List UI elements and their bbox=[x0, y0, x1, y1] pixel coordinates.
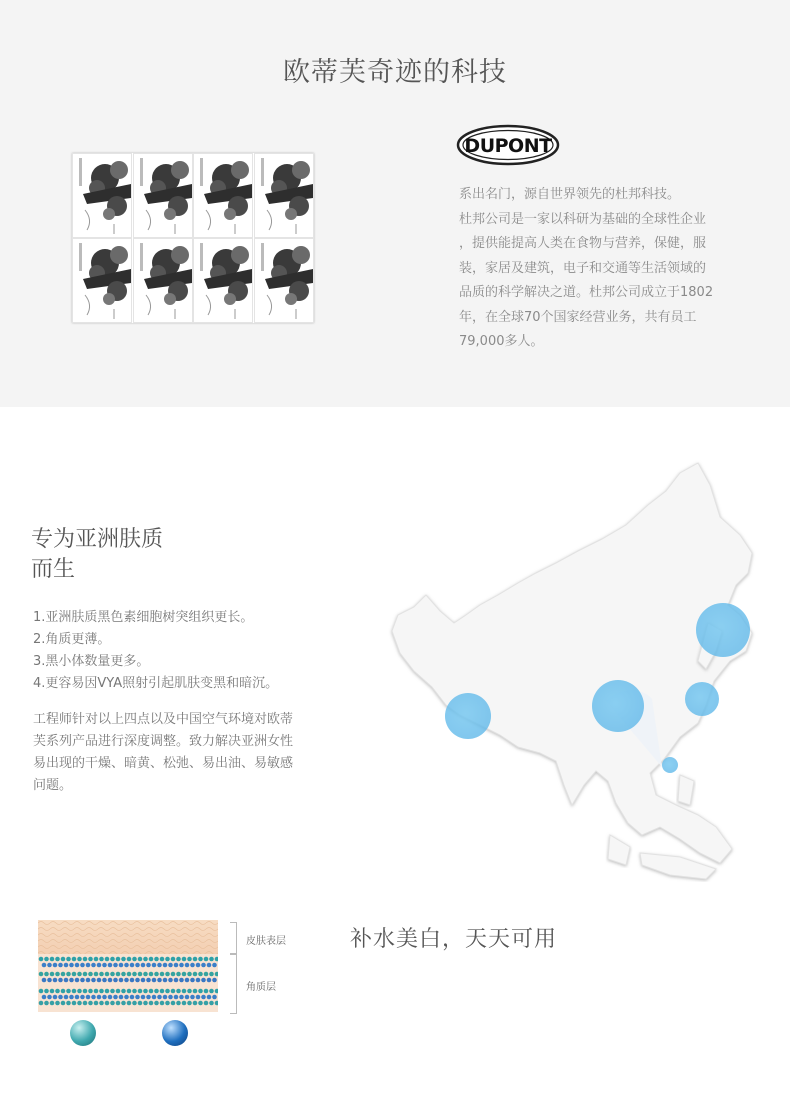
skin-particle bbox=[198, 989, 203, 994]
skin-particle bbox=[124, 963, 129, 968]
skin-particle bbox=[94, 972, 99, 977]
skin-particle bbox=[207, 963, 212, 968]
skin-particle bbox=[138, 957, 143, 962]
skin-particle bbox=[193, 989, 198, 994]
skin-particle bbox=[209, 972, 214, 977]
skin-particle bbox=[102, 995, 107, 1000]
skin-particle bbox=[127, 1001, 132, 1006]
skin-particle bbox=[201, 978, 206, 983]
asia-paragraph: 工程师针对以上四点以及中国空气环境对欧蒂 芙系列产品进行深度调整。致力解决亚洲女性 易出现的干燥、暗黄、松弛、易出油、易敏感 问题。 bbox=[33, 712, 294, 793]
skin-particle bbox=[182, 957, 187, 962]
skin-particle bbox=[212, 963, 217, 968]
skin-particle bbox=[187, 972, 192, 977]
skin-particle bbox=[53, 995, 58, 1000]
skin-particle bbox=[83, 989, 88, 994]
skin-particle bbox=[44, 1001, 49, 1006]
skin-particle bbox=[165, 989, 170, 994]
product-sheet-cell bbox=[193, 238, 253, 323]
skin-particle bbox=[97, 978, 102, 983]
skin-particle bbox=[97, 995, 102, 1000]
skin-particle bbox=[86, 963, 91, 968]
skin-particle bbox=[50, 972, 55, 977]
skin-particle bbox=[124, 995, 129, 1000]
skin-particle bbox=[113, 963, 118, 968]
skin-particle bbox=[143, 972, 148, 977]
skin-layer-diagram bbox=[38, 920, 218, 1012]
bracket-top bbox=[230, 922, 237, 954]
bracket-bottom bbox=[230, 954, 237, 1014]
skin-particle bbox=[77, 989, 82, 994]
skin-particle bbox=[39, 1001, 44, 1006]
skin-particle bbox=[207, 995, 212, 1000]
skin-particle bbox=[130, 978, 135, 983]
skin-particle bbox=[160, 1001, 165, 1006]
skin-particle bbox=[108, 995, 113, 1000]
skin-particle bbox=[77, 972, 82, 977]
skin-particle bbox=[187, 989, 192, 994]
skin-particle bbox=[146, 978, 151, 983]
skin-particle bbox=[91, 978, 96, 983]
skin-particle bbox=[127, 957, 132, 962]
skin-particle bbox=[196, 995, 201, 1000]
skin-particle bbox=[127, 989, 132, 994]
skin-particle bbox=[116, 957, 121, 962]
skin-particle bbox=[165, 972, 170, 977]
skin-particle bbox=[102, 978, 107, 983]
skin-particle bbox=[171, 972, 176, 977]
skin-particle bbox=[143, 989, 148, 994]
skin-particle bbox=[201, 995, 206, 1000]
skin-particle bbox=[187, 957, 192, 962]
skin-particle bbox=[141, 963, 146, 968]
skin-particle bbox=[72, 1001, 77, 1006]
skin-particle bbox=[138, 972, 143, 977]
skin-particle bbox=[201, 963, 206, 968]
skin-particle bbox=[143, 1001, 148, 1006]
skin-particle bbox=[154, 989, 159, 994]
skin-particle bbox=[130, 963, 135, 968]
blue-molecule-icon bbox=[162, 1020, 188, 1046]
skin-particle bbox=[58, 978, 63, 983]
skin-particle bbox=[179, 978, 184, 983]
skin-particle bbox=[58, 995, 63, 1000]
skin-particle bbox=[88, 1001, 93, 1006]
skin-particle bbox=[196, 978, 201, 983]
skin-particle bbox=[209, 1001, 214, 1006]
skin-particle bbox=[116, 972, 121, 977]
skin-particle bbox=[75, 995, 80, 1000]
region-bubble-europe bbox=[445, 693, 491, 739]
skin-particle bbox=[110, 972, 115, 977]
skin-particle bbox=[121, 972, 126, 977]
list-item: 1.亚洲肤质黑色素细胞树突组织更长。 bbox=[33, 610, 254, 625]
skin-particle bbox=[171, 989, 176, 994]
skin-particle bbox=[121, 957, 126, 962]
dupont-logo bbox=[456, 124, 560, 166]
skin-particle bbox=[160, 989, 165, 994]
skin-particle bbox=[119, 995, 124, 1000]
skin-particle bbox=[44, 972, 49, 977]
skin-particle bbox=[171, 1001, 176, 1006]
skin-particle bbox=[190, 963, 195, 968]
skin-particle bbox=[113, 978, 118, 983]
skin-particle bbox=[50, 1001, 55, 1006]
skin-particle bbox=[152, 995, 157, 1000]
skin-particle bbox=[132, 972, 137, 977]
skin-particle bbox=[182, 1001, 187, 1006]
skin-particle bbox=[72, 989, 77, 994]
skin-particle bbox=[86, 995, 91, 1000]
section-title: 欧蒂芙奇迹的科技 bbox=[283, 57, 507, 88]
product-sheet-cell bbox=[133, 238, 193, 323]
skin-particle bbox=[149, 972, 154, 977]
skin-particle bbox=[132, 957, 137, 962]
skin-particle bbox=[209, 957, 214, 962]
skin-particle bbox=[39, 972, 44, 977]
skin-particle bbox=[185, 978, 190, 983]
skin-particle bbox=[168, 995, 173, 1000]
skin-particle bbox=[149, 989, 154, 994]
skin-particle bbox=[61, 972, 66, 977]
skin-particle bbox=[86, 978, 91, 983]
skin-particle bbox=[66, 957, 71, 962]
skin-particle bbox=[179, 995, 184, 1000]
skin-particle bbox=[83, 972, 88, 977]
product-sheet-cell bbox=[254, 153, 314, 238]
skin-particle bbox=[212, 978, 217, 983]
skin-particle bbox=[119, 978, 124, 983]
skin-particle bbox=[187, 1001, 192, 1006]
skin-particle bbox=[94, 1001, 99, 1006]
skin-particle bbox=[116, 989, 121, 994]
skin-particle bbox=[204, 1001, 209, 1006]
skin-particle bbox=[39, 957, 44, 962]
dupont-logo-text: DUPONT bbox=[464, 135, 552, 157]
skin-particle bbox=[157, 963, 162, 968]
asia-map-outline bbox=[380, 455, 780, 895]
skin-particle bbox=[110, 957, 115, 962]
skin-particle bbox=[132, 1001, 137, 1006]
skin-particle bbox=[53, 963, 58, 968]
skin-particle bbox=[190, 995, 195, 1000]
skin-particle bbox=[198, 1001, 203, 1006]
skin-particle bbox=[66, 1001, 71, 1006]
skin-particle bbox=[91, 995, 96, 1000]
skin-particle bbox=[75, 963, 80, 968]
skin-particle bbox=[64, 978, 69, 983]
skin-particle bbox=[204, 957, 209, 962]
skin-particle bbox=[113, 995, 118, 1000]
product-sheet-image bbox=[72, 153, 314, 323]
skin-particle bbox=[105, 972, 110, 977]
skin-particle bbox=[53, 978, 58, 983]
skin-particle bbox=[207, 978, 212, 983]
skin-particle bbox=[108, 963, 113, 968]
region-bubble-korea bbox=[685, 682, 719, 716]
skin-particle bbox=[198, 972, 203, 977]
skin-particle bbox=[163, 963, 168, 968]
skin-particle bbox=[176, 957, 181, 962]
skin-particle bbox=[55, 989, 60, 994]
skin-particle bbox=[152, 978, 157, 983]
teal-molecule-icon bbox=[70, 1020, 96, 1046]
skin-particle bbox=[116, 1001, 121, 1006]
skin-particle bbox=[174, 995, 179, 1000]
skin-particle bbox=[193, 957, 198, 962]
product-sheet-cell bbox=[72, 153, 132, 238]
skin-particle bbox=[64, 963, 69, 968]
skin-particle bbox=[77, 1001, 82, 1006]
skin-particle bbox=[157, 978, 162, 983]
skin-particle bbox=[193, 1001, 198, 1006]
skin-particle bbox=[55, 957, 60, 962]
skin-particle bbox=[66, 972, 71, 977]
skin-particle bbox=[204, 972, 209, 977]
skin-particle bbox=[149, 957, 154, 962]
skin-particle bbox=[50, 957, 55, 962]
skin-particle bbox=[165, 1001, 170, 1006]
skin-particle bbox=[44, 957, 49, 962]
skin-particle bbox=[174, 963, 179, 968]
skin-particle bbox=[72, 957, 77, 962]
skin-particle bbox=[193, 972, 198, 977]
skin-particle bbox=[182, 989, 187, 994]
skin-particle bbox=[80, 995, 85, 1000]
skin-particle bbox=[55, 1001, 60, 1006]
skin-particle bbox=[168, 978, 173, 983]
skin-particle bbox=[61, 1001, 66, 1006]
skin-particle bbox=[42, 978, 47, 983]
skin-particle bbox=[99, 1001, 104, 1006]
skin-particle bbox=[108, 978, 113, 983]
skin-particle bbox=[168, 963, 173, 968]
skin-particle bbox=[77, 957, 82, 962]
asia-heading: 专为亚洲肤质 而生 bbox=[31, 527, 164, 582]
skin-particle bbox=[179, 963, 184, 968]
skin-particle bbox=[105, 1001, 110, 1006]
skin-particle bbox=[121, 989, 126, 994]
skin-particle bbox=[171, 957, 176, 962]
skin-particle bbox=[130, 995, 135, 1000]
product-sheet-cell bbox=[254, 238, 314, 323]
skin-particle bbox=[88, 972, 93, 977]
skin-particle bbox=[132, 989, 137, 994]
skin-particle bbox=[110, 1001, 115, 1006]
product-sheet-cell bbox=[193, 153, 253, 238]
product-sheet-cell bbox=[133, 153, 193, 238]
skin-particle bbox=[176, 989, 181, 994]
skin-particle bbox=[94, 957, 99, 962]
asia-skin-list bbox=[33, 607, 278, 695]
skin-particle bbox=[174, 978, 179, 983]
asia-map bbox=[380, 455, 780, 895]
label-skin-surface: 皮肤表层 bbox=[246, 936, 286, 947]
skin-particle bbox=[99, 989, 104, 994]
skin-particle bbox=[141, 978, 146, 983]
skin-particle bbox=[102, 963, 107, 968]
skin-particle bbox=[105, 989, 110, 994]
skin-particle bbox=[50, 989, 55, 994]
skin-particle bbox=[58, 963, 63, 968]
skin-particle bbox=[44, 989, 49, 994]
skin-particle bbox=[212, 995, 217, 1000]
list-item: 3.黑小体数量更多。 bbox=[33, 654, 150, 669]
skin-particle bbox=[198, 957, 203, 962]
skin-particle bbox=[149, 1001, 154, 1006]
label-stratum-corneum: 角质层 bbox=[246, 982, 276, 993]
skin-particle bbox=[94, 989, 99, 994]
skin-particle bbox=[61, 989, 66, 994]
region-bubble-china bbox=[592, 680, 644, 732]
skin-particle bbox=[69, 995, 74, 1000]
skin-particle bbox=[119, 963, 124, 968]
list-item: 4.更容易因VYA照射引起肌肤变黑和暗沉。 bbox=[33, 676, 279, 691]
skin-particle bbox=[69, 978, 74, 983]
skin-particle bbox=[196, 963, 201, 968]
skin-particle bbox=[47, 978, 52, 983]
skin-particle bbox=[80, 978, 85, 983]
skin-particle bbox=[163, 995, 168, 1000]
skin-particle bbox=[182, 972, 187, 977]
skin-particle bbox=[146, 995, 151, 1000]
skin-particle bbox=[138, 1001, 143, 1006]
dupont-section bbox=[0, 0, 790, 407]
skin-particle bbox=[75, 978, 80, 983]
skin-particle bbox=[83, 1001, 88, 1006]
list-item: 2.角质更薄。 bbox=[33, 632, 111, 647]
skin-particle bbox=[160, 957, 165, 962]
product-sheet-cell bbox=[72, 238, 132, 323]
skin-particle bbox=[154, 957, 159, 962]
skin-particle bbox=[105, 957, 110, 962]
skin-particle bbox=[110, 989, 115, 994]
skin-particle bbox=[83, 957, 88, 962]
skin-particle bbox=[157, 995, 162, 1000]
skin-particle bbox=[124, 978, 129, 983]
skin-particle bbox=[176, 1001, 181, 1006]
skin-particle bbox=[135, 995, 140, 1000]
skin-particle bbox=[88, 989, 93, 994]
skin-particle bbox=[91, 963, 96, 968]
skin-particle bbox=[143, 957, 148, 962]
skin-particle bbox=[141, 995, 146, 1000]
skin-particle bbox=[69, 963, 74, 968]
skin-particle bbox=[154, 1001, 159, 1006]
skin-particle bbox=[185, 995, 190, 1000]
skin-particle bbox=[64, 995, 69, 1000]
skin-particle bbox=[47, 963, 52, 968]
hydration-title: 补水美白，天天可用 bbox=[350, 927, 558, 952]
skin-particle bbox=[99, 972, 104, 977]
skin-particle bbox=[97, 963, 102, 968]
skin-particle bbox=[66, 989, 71, 994]
skin-particle bbox=[72, 972, 77, 977]
skin-particle bbox=[160, 972, 165, 977]
skin-particle bbox=[121, 1001, 126, 1006]
dupont-description: 系出名门，源自世界领先的杜邦科技。 杜邦公司是一家以科研为基础的全球性企业 ，提供能提高人类在食物与营养，保健，服 装，家居及建筑，电子和交通等生活领域的 品质的科学解决之道。杜邦公司成立于1802 年，在全球70个国家经营业务，共有员工 79,000多人。 bbox=[459, 187, 714, 349]
skin-particle bbox=[138, 989, 143, 994]
skin-particle bbox=[135, 963, 140, 968]
skin-particle bbox=[99, 957, 104, 962]
skin-particle bbox=[61, 957, 66, 962]
skin-particle bbox=[146, 963, 151, 968]
skin-particle bbox=[165, 957, 170, 962]
skin-particle bbox=[152, 963, 157, 968]
skin-particle bbox=[176, 972, 181, 977]
skin-particle bbox=[204, 989, 209, 994]
skin-particle bbox=[55, 972, 60, 977]
skin-particle bbox=[47, 995, 52, 1000]
skin-particle bbox=[88, 957, 93, 962]
region-bubble-russia-east bbox=[696, 603, 750, 657]
skin-particle bbox=[42, 963, 47, 968]
region-bubble-south-china bbox=[662, 757, 678, 773]
skin-particle bbox=[135, 978, 140, 983]
skin-particle bbox=[154, 972, 159, 977]
skin-particle bbox=[39, 989, 44, 994]
skin-particle bbox=[127, 972, 132, 977]
skin-particle bbox=[209, 989, 214, 994]
skin-particle bbox=[80, 963, 85, 968]
skin-particle bbox=[163, 978, 168, 983]
skin-particle bbox=[190, 978, 195, 983]
skin-particle bbox=[185, 963, 190, 968]
skin-particle bbox=[42, 995, 47, 1000]
